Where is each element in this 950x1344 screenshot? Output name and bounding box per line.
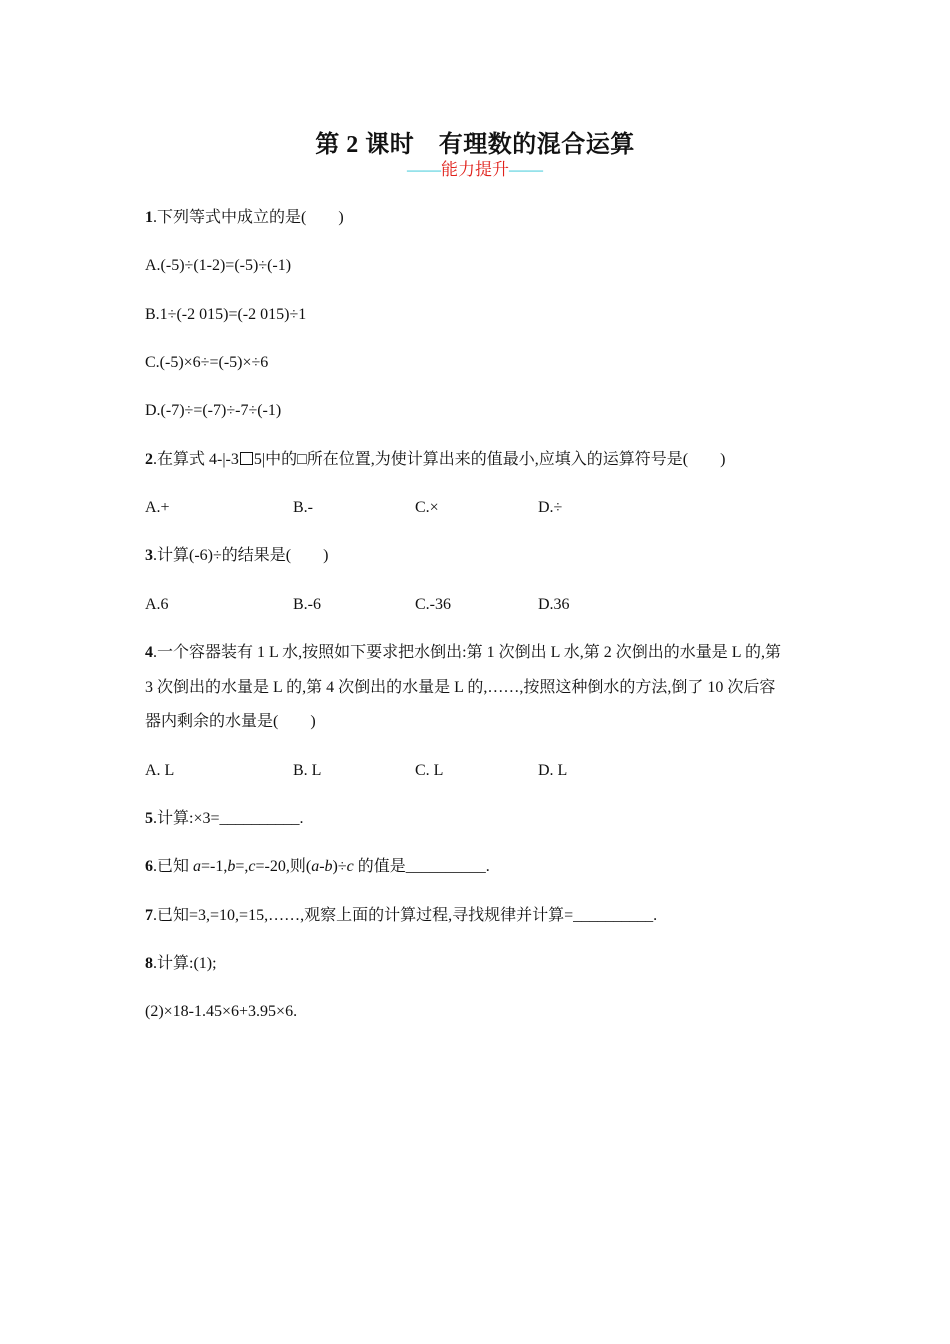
q2-option-c: C.× [415, 499, 439, 516]
q1-option-d: D.(-7)÷=(-7)÷-7÷(-1) [145, 402, 282, 419]
question-number: 2 [145, 451, 153, 468]
q2-options [145, 498, 845, 518]
q2-option-a: A.+ [145, 499, 170, 516]
q3-option-c: C.-36 [415, 596, 451, 613]
question-text: .一个容器装有 1 L 水,按照如下要求把水倒出:第 1 次倒出 L 水,第 2 次倒出的水量是 L 的,第 [153, 644, 781, 661]
question-4-stem-line3: 器内剩余的水量是( ) [145, 713, 316, 730]
subtitle-left-dash: —— [407, 160, 441, 179]
q1-option-c: C.(-5)×6÷=(-5)×÷6 [145, 354, 269, 371]
q4-option-a: A. L [145, 762, 175, 779]
variable-a: a [193, 858, 202, 875]
question-4-stem-line1 [145, 643, 781, 663]
question-number: 1 [145, 209, 153, 226]
blank-box-icon [240, 452, 253, 465]
variable-a: a [311, 858, 320, 875]
question-text: =, [235, 858, 249, 875]
q2-option-d: D.÷ [538, 499, 563, 516]
question-text: 的值是__________. [353, 858, 490, 875]
question-text: =-1, [201, 858, 228, 875]
question-8-stem [145, 954, 217, 974]
q1-option-b: B.1÷(-2 015)=(-2 015)÷1 [145, 306, 307, 323]
question-text: .下列等式中成立的是( ) [153, 209, 344, 226]
question-text: =-20,则( [255, 858, 312, 875]
question-1-stem [145, 208, 344, 228]
question-text: .计算:(1); [153, 955, 217, 972]
question-number: 7 [145, 907, 153, 924]
question-text: .计算(-6)÷的结果是( ) [153, 547, 329, 564]
q3-option-d: D.36 [538, 596, 570, 613]
question-number: 6 [145, 858, 153, 875]
question-3-stem [145, 546, 328, 566]
section-subtitle [0, 155, 950, 180]
question-7-stem [145, 906, 657, 926]
question-2-stem [145, 450, 725, 470]
question-text: .已知=3,=10,=15,……,观察上面的计算过程,寻找规律并计算=__________. [153, 907, 658, 924]
variable-c: c [346, 858, 354, 875]
q3-option-b: B.-6 [293, 596, 321, 613]
q3-options [145, 595, 845, 615]
variable-c: c [248, 858, 256, 875]
question-number: 8 [145, 955, 153, 972]
q4-options [145, 761, 845, 781]
question-text: .在算式 4-|-3 [153, 451, 239, 468]
question-text: .已知 [153, 858, 194, 875]
question-number: 3 [145, 547, 153, 564]
question-4-stem-line2: 3 次倒出的水量是 L 的,第 4 次倒出的水量是 L 的,……,按照这种倒水的方法,倒了 10 次后容 [145, 679, 776, 696]
question-text: - [319, 858, 325, 875]
q3-option-a: A.6 [145, 596, 169, 613]
question-text: .计算:×3=__________. [153, 810, 304, 827]
question-5-stem [145, 809, 304, 829]
q1-option-a: A.(-5)÷(1-2)=(-5)÷(-1) [145, 257, 292, 274]
q4-option-d: D. L [538, 762, 568, 779]
page-title: 第 2 课时 有理数的混合运算 [315, 132, 635, 158]
variable-b: b [227, 858, 236, 875]
question-6-stem [145, 857, 490, 877]
question-number: 5 [145, 810, 153, 827]
variable-b: b [324, 858, 333, 875]
question-text: 5|中的□所在位置,为使计算出来的值最小,应填入的运算符号是( ) [253, 451, 726, 468]
question-number: 4 [145, 644, 153, 661]
q4-option-b: B. L [293, 762, 322, 779]
q4-option-c: C. L [415, 762, 444, 779]
subtitle-text: 能力提升 [441, 160, 509, 179]
question-8-part2: (2)×18-1.45×6+3.95×6. [145, 1003, 298, 1020]
subtitle-right-dash: —— [509, 160, 543, 179]
q2-option-b: B.- [293, 499, 313, 516]
question-text: )÷ [332, 858, 347, 875]
